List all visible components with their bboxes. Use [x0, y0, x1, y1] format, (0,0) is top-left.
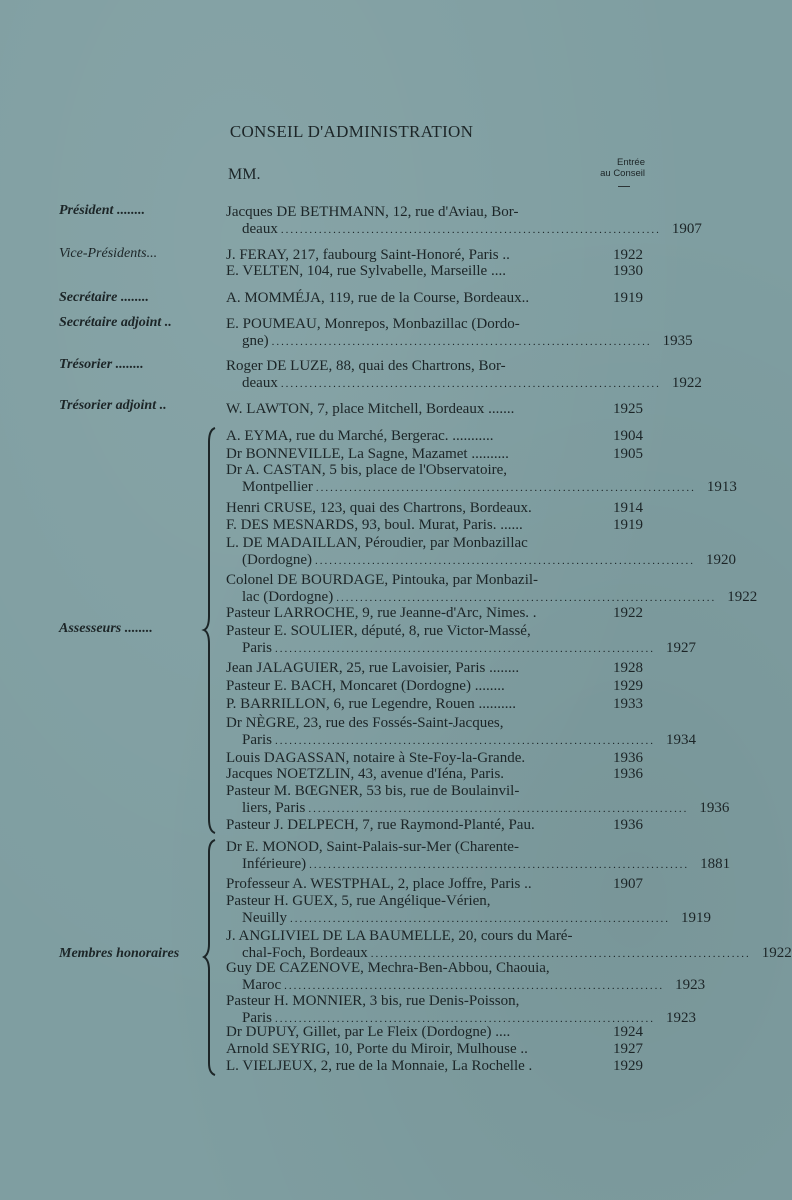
role-secretaire-adjoint: Secrétaire adjoint .. — [59, 315, 172, 330]
member-text: Dr A. CASTAN, 5 bis, place de l'Observatoire, — [226, 462, 508, 478]
member-text: Guy DE CAZENOVE, Mechra-Ben-Abbou, Chaouia, — [226, 960, 550, 976]
member-text: Maroc — [242, 976, 282, 993]
member-line — [226, 551, 736, 569]
member-text: Louis DAGASSAN, notaire à Ste-Foy-la-Grande. — [226, 750, 526, 766]
dot-leader: ................................................................................ — [309, 858, 690, 871]
member-text: Dr NÈGRE, 23, rue des Fossés-Saint-Jacques, — [226, 715, 504, 731]
member-line — [226, 799, 730, 817]
member-text: liers, Paris — [242, 799, 306, 816]
role-tresorier-adjoint: Trésorier adjoint .. — [59, 398, 167, 413]
member-line — [226, 993, 643, 1010]
member-entry — [226, 678, 643, 695]
member-line — [226, 401, 643, 418]
member-entry — [226, 428, 643, 445]
dot-leader: ................................................................................ — [336, 591, 717, 604]
entry-year: 1919 — [613, 517, 643, 533]
entry-year: 1922 — [761, 944, 792, 961]
member-text: E. POUMEAU, Monrepos, Monbazillac (Dordo- — [226, 316, 520, 332]
entry-year: 1923 — [675, 976, 706, 993]
member-text: J. ANGLIVIEL DE LA BAUMELLE, 20, cours du Maré- — [226, 928, 573, 944]
entry-year: 1925 — [613, 401, 643, 417]
member-entry — [226, 316, 693, 349]
member-line — [226, 1024, 643, 1041]
member-entry — [226, 1058, 643, 1075]
member-text: Paris — [242, 731, 272, 748]
member-entry — [226, 893, 711, 926]
member-entry — [226, 876, 643, 893]
member-entry — [226, 446, 643, 463]
member-entry — [226, 715, 696, 748]
dot-leader: ................................................................................ — [271, 335, 652, 348]
member-line — [226, 783, 643, 800]
member-text: Jacques NOETZLIN, 43, avenue d'Iéna, Paris. — [226, 766, 505, 782]
entry-year: 1927 — [613, 1041, 643, 1057]
member-text: Dr BONNEVILLE, La Sagne, Mazamet .......... — [226, 446, 509, 462]
member-line — [226, 639, 696, 657]
member-line — [226, 1041, 643, 1058]
member-line — [226, 928, 643, 945]
member-text: Arnold SEYRIG, 10, Porte du Miroir, Mulhouse .. — [226, 1041, 528, 1057]
member-entry — [226, 839, 731, 872]
role-membres-honoraires: Membres honoraires — [59, 946, 180, 961]
member-text: Pasteur H. GUEX, 5, rue Angélique-Vérien, — [226, 893, 491, 909]
member-entry — [226, 535, 736, 568]
member-text: Paris — [242, 1009, 272, 1026]
member-line — [226, 660, 643, 677]
entry-year: 1907 — [613, 876, 643, 892]
entry-year: 1936 — [613, 750, 643, 766]
member-line — [226, 766, 643, 783]
entry-year: 1928 — [613, 660, 643, 676]
role-tresorier: Trésorier ........ — [59, 357, 144, 372]
member-text: lac (Dordogne) — [242, 588, 334, 605]
member-line — [226, 855, 731, 873]
member-entry — [226, 660, 643, 677]
dot-leader: ................................................................................ — [314, 554, 695, 567]
member-entry — [226, 1041, 643, 1058]
member-line — [226, 876, 643, 893]
entry-year: 1881 — [700, 855, 731, 872]
member-entry — [226, 750, 643, 767]
entry-year: 1922 — [613, 247, 643, 263]
mm-label: MM. — [228, 166, 261, 183]
member-line — [226, 316, 643, 333]
entry-year: 1929 — [613, 678, 643, 694]
dot-leader: ................................................................................ — [280, 223, 661, 236]
member-text: Pasteur M. BŒGNER, 53 bis, rue de Boulainvil- — [226, 783, 520, 799]
entry-year: 1914 — [613, 500, 643, 516]
member-entry — [226, 960, 706, 993]
member-text: A. EYMA, rue du Marché, Bergerac. ........... — [226, 428, 494, 444]
dot-leader: ................................................................................ — [315, 481, 696, 494]
member-entry — [226, 623, 696, 656]
member-entry — [226, 1024, 643, 1041]
member-entry — [226, 817, 643, 834]
entry-year: 1935 — [662, 332, 693, 349]
member-line — [226, 944, 792, 962]
dot-leader: ................................................................................ — [284, 979, 665, 992]
member-line — [226, 678, 643, 695]
entree-rule — [618, 186, 630, 187]
member-line — [226, 960, 643, 977]
entry-year: 1927 — [666, 639, 696, 656]
entree-header — [575, 157, 645, 179]
member-text: Pasteur J. DELPECH, 7, rue Raymond-Planté, Pau. — [226, 817, 535, 833]
member-entry — [226, 696, 643, 713]
member-line — [226, 220, 702, 238]
member-text: F. DES MESNARDS, 93, boul. Murat, Paris. ...... — [226, 517, 523, 533]
entry-year: 1904 — [613, 428, 643, 444]
member-entry — [226, 993, 696, 1026]
member-line — [226, 535, 643, 552]
entry-year: 1922 — [671, 374, 702, 391]
member-text: Inférieure) — [242, 855, 307, 872]
role-president: Président ........ — [59, 203, 145, 218]
member-entry — [226, 247, 643, 264]
entry-year: 1907 — [671, 220, 702, 237]
member-entry — [226, 401, 643, 418]
member-text: Pasteur E. SOULIER, député, 8, rue Victor-Massé, — [226, 623, 531, 639]
member-line — [226, 332, 693, 350]
dot-leader: ................................................................................ — [290, 912, 670, 925]
dot-leader: ................................................................................ — [275, 642, 655, 655]
dot-leader: ................................................................................ — [370, 947, 751, 960]
member-text: Neuilly — [242, 909, 287, 926]
member-entry — [226, 204, 702, 237]
member-text: Roger DE LUZE, 88, quai des Chartrons, Bor- — [226, 358, 506, 374]
member-entry — [226, 605, 643, 622]
member-entry — [226, 928, 792, 961]
member-text: L. VIELJEUX, 2, rue de la Monnaie, La Rochelle . — [226, 1058, 533, 1074]
entree-line-1: Entrée — [617, 157, 645, 168]
entry-year: 1913 — [706, 478, 737, 495]
member-entry — [226, 462, 737, 495]
member-line — [226, 731, 696, 749]
entry-year: 1922 — [727, 588, 758, 605]
member-line — [226, 204, 643, 221]
member-entry — [226, 572, 758, 605]
member-line — [226, 290, 643, 307]
role-assesseurs: Assesseurs ........ — [59, 621, 153, 636]
member-line — [226, 462, 643, 479]
member-text: chal-Foch, Bordeaux — [242, 944, 368, 961]
entry-year: 1924 — [613, 1024, 643, 1040]
entry-year: 1934 — [666, 731, 696, 748]
member-line — [226, 478, 737, 496]
dot-leader: ................................................................................ — [275, 1012, 655, 1025]
member-line — [226, 358, 643, 375]
member-line — [226, 909, 711, 927]
member-text: (Dordogne) — [242, 551, 312, 568]
dot-leader: ................................................................................ — [308, 802, 689, 815]
member-entry — [226, 358, 702, 391]
member-line — [226, 588, 758, 606]
member-line — [226, 605, 643, 622]
member-text: gne) — [242, 332, 269, 349]
member-text: A. MOMMÉJA, 119, rue de la Course, Bordeaux.. — [226, 290, 530, 306]
member-line — [226, 500, 643, 517]
member-line — [226, 263, 643, 280]
dot-leader: ................................................................................ — [280, 377, 661, 390]
role-secretaire: Secrétaire ........ — [59, 290, 149, 305]
member-text: Dr DUPUY, Gillet, par Le Fleix (Dordogne) .... — [226, 1024, 511, 1040]
member-text: Henri CRUSE, 123, quai des Chartrons, Bordeaux. — [226, 500, 532, 516]
member-text: Pasteur H. MONNIER, 3 bis, rue Denis-Poisson, — [226, 993, 520, 1009]
member-text: L. DE MADAILLAN, Péroudier, par Monbazillac — [226, 535, 528, 551]
member-text: P. BARRILLON, 6, rue Legendre, Rouen .......... — [226, 696, 516, 712]
member-line — [226, 976, 706, 994]
member-entry — [226, 783, 730, 816]
member-text: deaux — [242, 374, 278, 391]
member-text: W. LAWTON, 7, place Mitchell, Bordeaux ....... — [226, 401, 515, 417]
member-line — [226, 247, 643, 264]
member-text: Pasteur E. BACH, Moncaret (Dordogne) ........ — [226, 678, 505, 694]
member-line — [226, 715, 643, 732]
member-entry — [226, 517, 643, 534]
member-line — [226, 623, 643, 640]
entry-year: 1919 — [613, 290, 643, 306]
member-entry — [226, 766, 643, 783]
assesseurs-brace — [203, 428, 219, 833]
entry-year: 1936 — [613, 817, 643, 833]
member-text: J. FERAY, 217, faubourg Saint-Honoré, Paris .. — [226, 247, 510, 263]
member-line — [226, 839, 643, 856]
member-text: Pasteur LARROCHE, 9, rue Jeanne-d'Arc, Nimes. . — [226, 605, 537, 621]
entry-year: 1936 — [613, 766, 643, 782]
entry-year: 1936 — [699, 799, 730, 816]
entry-year: 1933 — [613, 696, 643, 712]
member-text: Jacques DE BETHMANN, 12, rue d'Aviau, Bor- — [226, 204, 519, 220]
member-entry — [226, 500, 643, 517]
member-line — [226, 446, 643, 463]
member-line — [226, 750, 643, 767]
member-entry — [226, 290, 643, 307]
entry-year: 1923 — [666, 1009, 696, 1026]
member-line — [226, 1058, 643, 1075]
entry-year: 1905 — [613, 446, 643, 462]
member-line — [226, 517, 643, 534]
member-text: Paris — [242, 639, 272, 656]
member-text: Dr E. MONOD, Saint-Palais-sur-Mer (Charente- — [226, 839, 519, 855]
page-title: CONSEIL D'ADMINISTRATION — [229, 122, 474, 141]
member-text: Montpellier — [242, 478, 313, 495]
member-text: E. VELTEN, 104, rue Sylvabelle, Marseille .... — [226, 263, 506, 279]
member-line — [226, 428, 643, 445]
role-vice-presidents: Vice-Présidents... — [59, 246, 158, 261]
member-line — [226, 893, 643, 910]
entry-year: 1922 — [613, 605, 643, 621]
entry-year: 1920 — [705, 551, 736, 568]
entry-year: 1929 — [613, 1058, 643, 1074]
member-entry — [226, 263, 643, 280]
member-text: deaux — [242, 220, 278, 237]
dot-leader: ................................................................................ — [275, 734, 655, 747]
member-line — [226, 817, 643, 834]
member-line — [226, 572, 643, 589]
member-text: Jean JALAGUIER, 25, rue Lavoisier, Paris ........ — [226, 660, 520, 676]
member-text: Professeur A. WESTPHAL, 2, place Joffre, Paris .. — [226, 876, 532, 892]
entry-year: 1930 — [613, 263, 643, 279]
honoraires-brace — [203, 840, 219, 1075]
member-line — [226, 696, 643, 713]
entry-year: 1919 — [681, 909, 711, 926]
member-text: Colonel DE BOURDAGE, Pintouka, par Monbazil- — [226, 572, 539, 588]
entree-line-2: au Conseil — [600, 168, 645, 179]
member-line — [226, 374, 702, 392]
